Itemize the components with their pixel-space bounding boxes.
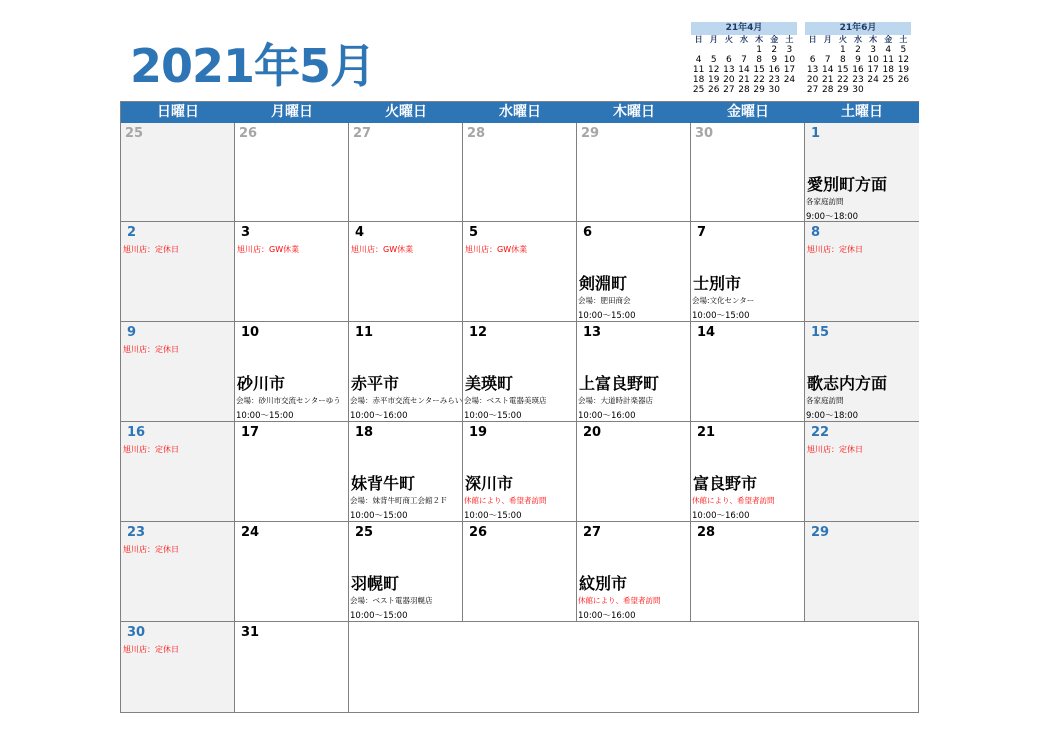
day-number: 26 — [239, 126, 258, 141]
closure-note: 旭川店：定休日 — [123, 245, 179, 254]
event-time: 10:00～16:00 — [350, 411, 408, 421]
day-number: 5 — [469, 225, 479, 240]
day-number: 23 — [127, 525, 146, 540]
mini-day: 20 — [723, 75, 735, 85]
mini-day: 7 — [824, 55, 831, 65]
event-venue: 会場:文化センター — [692, 296, 755, 305]
day-number: 11 — [355, 325, 374, 340]
event-location: 愛別町方面 — [807, 175, 888, 194]
day-cell[interactable] — [235, 422, 349, 522]
weekday-header: 火曜日 — [349, 102, 463, 123]
mini-day: 12 — [707, 65, 720, 75]
closure-note: 旭川店：GW休業 — [351, 245, 414, 254]
mini-day: 17 — [867, 65, 879, 75]
mini-calendar — [805, 22, 911, 95]
day-number: 25 — [125, 126, 144, 141]
day-cell[interactable] — [349, 123, 463, 222]
day-number: 4 — [355, 225, 365, 240]
day-number: 27 — [353, 126, 372, 141]
mini-day: 15 — [837, 65, 849, 75]
event-venue: 各家庭訪問 — [806, 396, 844, 405]
day-number: 16 — [127, 425, 146, 440]
event-time: 10:00～16:00 — [692, 511, 750, 521]
day-cell[interactable] — [577, 422, 691, 522]
mini-weekday: 日 — [808, 35, 817, 44]
day-number: 12 — [469, 325, 488, 340]
weekday-header: 水曜日 — [463, 102, 577, 123]
empty-area — [349, 622, 918, 712]
mini-day: 19 — [707, 75, 720, 85]
closure-note: 旭川店：定休日 — [123, 545, 179, 554]
mini-day: 18 — [882, 65, 894, 75]
day-cell[interactable] — [121, 622, 235, 713]
day-cell[interactable] — [463, 522, 577, 622]
day-number: 9 — [127, 325, 137, 340]
event-venue: 休館により、希望者訪問 — [692, 496, 775, 505]
day-cell[interactable] — [577, 522, 691, 622]
day-cell[interactable] — [805, 522, 919, 622]
mini-day: 25 — [692, 85, 705, 95]
mini-day: 30 — [852, 85, 864, 95]
day-cell[interactable] — [805, 222, 919, 322]
event-location: 士別市 — [693, 274, 742, 293]
event-location: 紋別市 — [579, 574, 628, 593]
mini-day: 29 — [837, 85, 849, 95]
mini-day: 9 — [855, 55, 861, 65]
day-number: 8 — [811, 225, 821, 240]
mini-day: 8 — [839, 55, 846, 65]
mini-day: 11 — [692, 65, 705, 75]
event-location: 羽幌町 — [351, 574, 400, 593]
mini-day: 16 — [768, 65, 780, 75]
day-cell[interactable] — [349, 522, 463, 622]
day-number: 10 — [241, 325, 260, 340]
mini-day: 5 — [900, 45, 907, 55]
weekday-header: 金曜日 — [691, 102, 805, 123]
mini-weekday: 木 — [755, 35, 764, 44]
event-venue: 会場：ベスト電器羽幌店 — [350, 596, 433, 605]
event-location: 剣淵町 — [579, 274, 628, 293]
event-time: 10:00～16:00 — [578, 611, 636, 621]
day-number: 2 — [127, 225, 137, 240]
mini-day: 20 — [806, 75, 819, 85]
event-time: 10:00～15:00 — [692, 311, 750, 321]
mini-day: 16 — [852, 65, 864, 75]
mini-day: 5 — [710, 55, 717, 65]
mini-day: 29 — [753, 85, 765, 95]
mini-day: 26 — [707, 85, 720, 95]
event-time: 10:00～16:00 — [578, 411, 636, 421]
day-number: 22 — [811, 425, 830, 440]
closure-note: 旭川店：定休日 — [807, 245, 863, 254]
mini-day: 8 — [756, 55, 762, 65]
mini-day: 18 — [692, 75, 705, 85]
day-number: 29 — [811, 525, 830, 540]
event-location: 上富良野町 — [579, 374, 660, 393]
day-number: 17 — [241, 425, 260, 440]
month-calendar — [120, 101, 919, 713]
mini-day: 22 — [837, 75, 849, 85]
day-number: 29 — [581, 126, 600, 141]
closure-note: 旭川店：定休日 — [807, 445, 863, 454]
day-number: 13 — [583, 325, 602, 340]
page-title: 2021年5月 — [130, 39, 376, 93]
mini-day: 28 — [821, 85, 834, 95]
event-venue: 会場：肥田商会 — [578, 296, 631, 305]
day-number: 27 — [583, 525, 602, 540]
day-cell[interactable] — [577, 322, 691, 422]
day-cell[interactable] — [121, 222, 235, 322]
mini-day: 27 — [806, 85, 819, 95]
mini-day: 4 — [885, 45, 892, 55]
day-number: 21 — [697, 425, 716, 440]
mini-day: 13 — [723, 65, 735, 75]
mini-day: 2 — [771, 45, 778, 55]
day-number: 30 — [695, 126, 714, 141]
mini-day: 7 — [741, 55, 747, 65]
closure-note: 旭川店：定休日 — [123, 445, 179, 454]
day-cell[interactable] — [463, 123, 577, 222]
mini-day — [706, 45, 721, 55]
mini-day: 1 — [756, 45, 762, 55]
day-cell[interactable] — [235, 522, 349, 622]
event-time: 10:00～15:00 — [350, 611, 408, 621]
mini-day: 10 — [783, 55, 796, 65]
mini-day — [691, 45, 706, 55]
weekday-header: 日曜日 — [121, 102, 235, 123]
mini-day — [896, 85, 911, 95]
mini-day — [721, 45, 736, 55]
event-location: 富良野市 — [693, 474, 758, 493]
day-cell[interactable] — [805, 322, 919, 422]
mini-day: 11 — [882, 55, 894, 65]
weekday-header: 土曜日 — [805, 102, 919, 123]
closure-note: 旭川店：定休日 — [123, 645, 179, 654]
mini-day: 17 — [783, 65, 796, 75]
day-number: 7 — [697, 225, 707, 240]
mini-day: 23 — [768, 75, 780, 85]
mini-day: 1 — [839, 45, 846, 55]
event-location: 美瑛町 — [465, 374, 514, 393]
day-number: 6 — [583, 225, 593, 240]
day-number: 18 — [355, 425, 374, 440]
mini-day: 24 — [783, 75, 796, 85]
event-venue: 会場：砂川市交流センターゆう — [236, 396, 341, 405]
mini-day: 15 — [753, 65, 765, 75]
mini-calendar-header: 21年6月 — [805, 22, 911, 35]
mini-weekday: 火 — [724, 35, 733, 44]
day-cell[interactable] — [691, 422, 805, 522]
mini-day: 24 — [867, 75, 879, 85]
mini-day: 21 — [738, 75, 750, 85]
mini-weekday: 水 — [739, 35, 748, 44]
day-cell[interactable] — [235, 322, 349, 422]
day-number: 19 — [469, 425, 488, 440]
mini-day: 14 — [821, 65, 834, 75]
day-cell[interactable] — [235, 622, 349, 713]
day-number: 31 — [241, 625, 260, 640]
mini-weekday: 金 — [884, 35, 893, 44]
event-location: 妹背牛町 — [351, 474, 416, 493]
mini-day — [736, 45, 751, 55]
event-venue: 休館により、希望者訪問 — [464, 496, 547, 505]
mini-day — [866, 85, 881, 95]
event-venue: 会場：大道時計楽器店 — [578, 396, 653, 405]
day-cell[interactable] — [235, 222, 349, 322]
mini-weekday: 土 — [899, 35, 908, 44]
day-number: 1 — [811, 126, 821, 141]
event-location: 歌志内方面 — [807, 374, 888, 393]
closure-note: 旭川店：定休日 — [123, 345, 179, 354]
mini-day: 4 — [695, 55, 702, 65]
mini-day: 2 — [855, 45, 861, 55]
day-cell[interactable] — [691, 522, 805, 622]
mini-day: 10 — [867, 55, 879, 65]
day-cell[interactable] — [121, 123, 235, 222]
event-time: 10:00～15:00 — [464, 511, 522, 521]
mini-day: 30 — [768, 85, 780, 95]
mini-day: 3 — [786, 45, 793, 55]
weekday-header: 月曜日 — [235, 102, 349, 123]
day-number: 3 — [241, 225, 251, 240]
day-cell[interactable] — [577, 123, 691, 222]
event-time: 9:00～18:00 — [806, 411, 859, 421]
event-venue: 会場：妹背牛町商工会館２Ｆ — [350, 496, 448, 505]
day-cell[interactable] — [235, 123, 349, 222]
mini-weekday: 木 — [869, 35, 878, 44]
day-cell[interactable] — [463, 222, 577, 322]
mini-day: 6 — [809, 55, 816, 65]
day-number: 24 — [241, 525, 260, 540]
event-time: 10:00～15:00 — [464, 411, 522, 421]
day-cell[interactable] — [349, 422, 463, 522]
event-location: 赤平市 — [351, 374, 400, 393]
mini-day — [782, 85, 797, 95]
mini-day — [881, 85, 896, 95]
day-cell[interactable] — [121, 522, 235, 622]
event-location: 深川市 — [465, 474, 514, 493]
mini-calendar-grid — [805, 35, 911, 95]
mini-day: 9 — [771, 55, 778, 65]
day-cell[interactable] — [577, 222, 691, 322]
event-venue: 各家庭訪問 — [806, 197, 844, 206]
mini-day: 27 — [723, 85, 735, 95]
event-time: 10:00～15:00 — [350, 511, 408, 521]
mini-calendar-header: 21年4月 — [691, 22, 797, 35]
mini-day: 12 — [897, 55, 910, 65]
event-venue: 休館により、希望者訪問 — [578, 596, 661, 605]
closure-note: 旭川店：GW休業 — [237, 245, 300, 254]
weekday-header: 木曜日 — [577, 102, 691, 123]
mini-day: 13 — [806, 65, 819, 75]
mini-day: 6 — [725, 55, 732, 65]
mini-weekday: 日 — [694, 35, 703, 44]
mini-day: 23 — [852, 75, 864, 85]
event-location: 砂川市 — [237, 374, 286, 393]
event-venue: 会場：ベスト電器美瑛店 — [464, 396, 547, 405]
mini-day: 25 — [882, 75, 894, 85]
day-cell[interactable] — [805, 422, 919, 522]
day-cell[interactable] — [349, 322, 463, 422]
day-number: 15 — [811, 325, 830, 340]
mini-weekday: 月 — [823, 35, 832, 44]
event-venue: 会場：赤平市交流センターみらい — [350, 396, 463, 405]
day-number: 25 — [355, 525, 374, 540]
mini-calendar — [691, 22, 797, 95]
day-number: 14 — [697, 325, 716, 340]
mini-day: 26 — [897, 75, 910, 85]
day-number: 30 — [127, 625, 146, 640]
day-cell[interactable] — [463, 322, 577, 422]
event-time: 10:00～15:00 — [236, 411, 294, 421]
mini-day: 14 — [738, 65, 750, 75]
mini-weekday: 金 — [770, 35, 779, 44]
day-number: 28 — [467, 126, 486, 141]
mini-day — [820, 45, 835, 55]
day-number: 26 — [469, 525, 488, 540]
mini-day: 28 — [738, 85, 750, 95]
mini-calendar-grid — [691, 35, 797, 95]
day-number: 28 — [697, 525, 716, 540]
day-cell[interactable] — [463, 422, 577, 522]
mini-weekday: 土 — [785, 35, 794, 44]
day-cell[interactable] — [691, 322, 805, 422]
event-time: 10:00～15:00 — [578, 311, 636, 321]
day-number: 20 — [583, 425, 602, 440]
closure-note: 旭川店：GW休業 — [465, 245, 528, 254]
mini-weekday: 火 — [838, 35, 847, 44]
day-cell[interactable] — [121, 322, 235, 422]
mini-weekday: 水 — [853, 35, 862, 44]
mini-day: 19 — [897, 65, 910, 75]
day-cell[interactable] — [349, 222, 463, 322]
mini-day: 22 — [753, 75, 765, 85]
mini-day — [805, 45, 820, 55]
mini-day: 21 — [821, 75, 834, 85]
day-cell[interactable] — [121, 422, 235, 522]
day-cell[interactable] — [691, 123, 805, 222]
day-cell[interactable] — [805, 123, 919, 222]
mini-weekday: 月 — [709, 35, 718, 44]
day-cell[interactable] — [691, 222, 805, 322]
event-time: 9:00～18:00 — [806, 212, 859, 222]
mini-day: 3 — [870, 45, 876, 55]
